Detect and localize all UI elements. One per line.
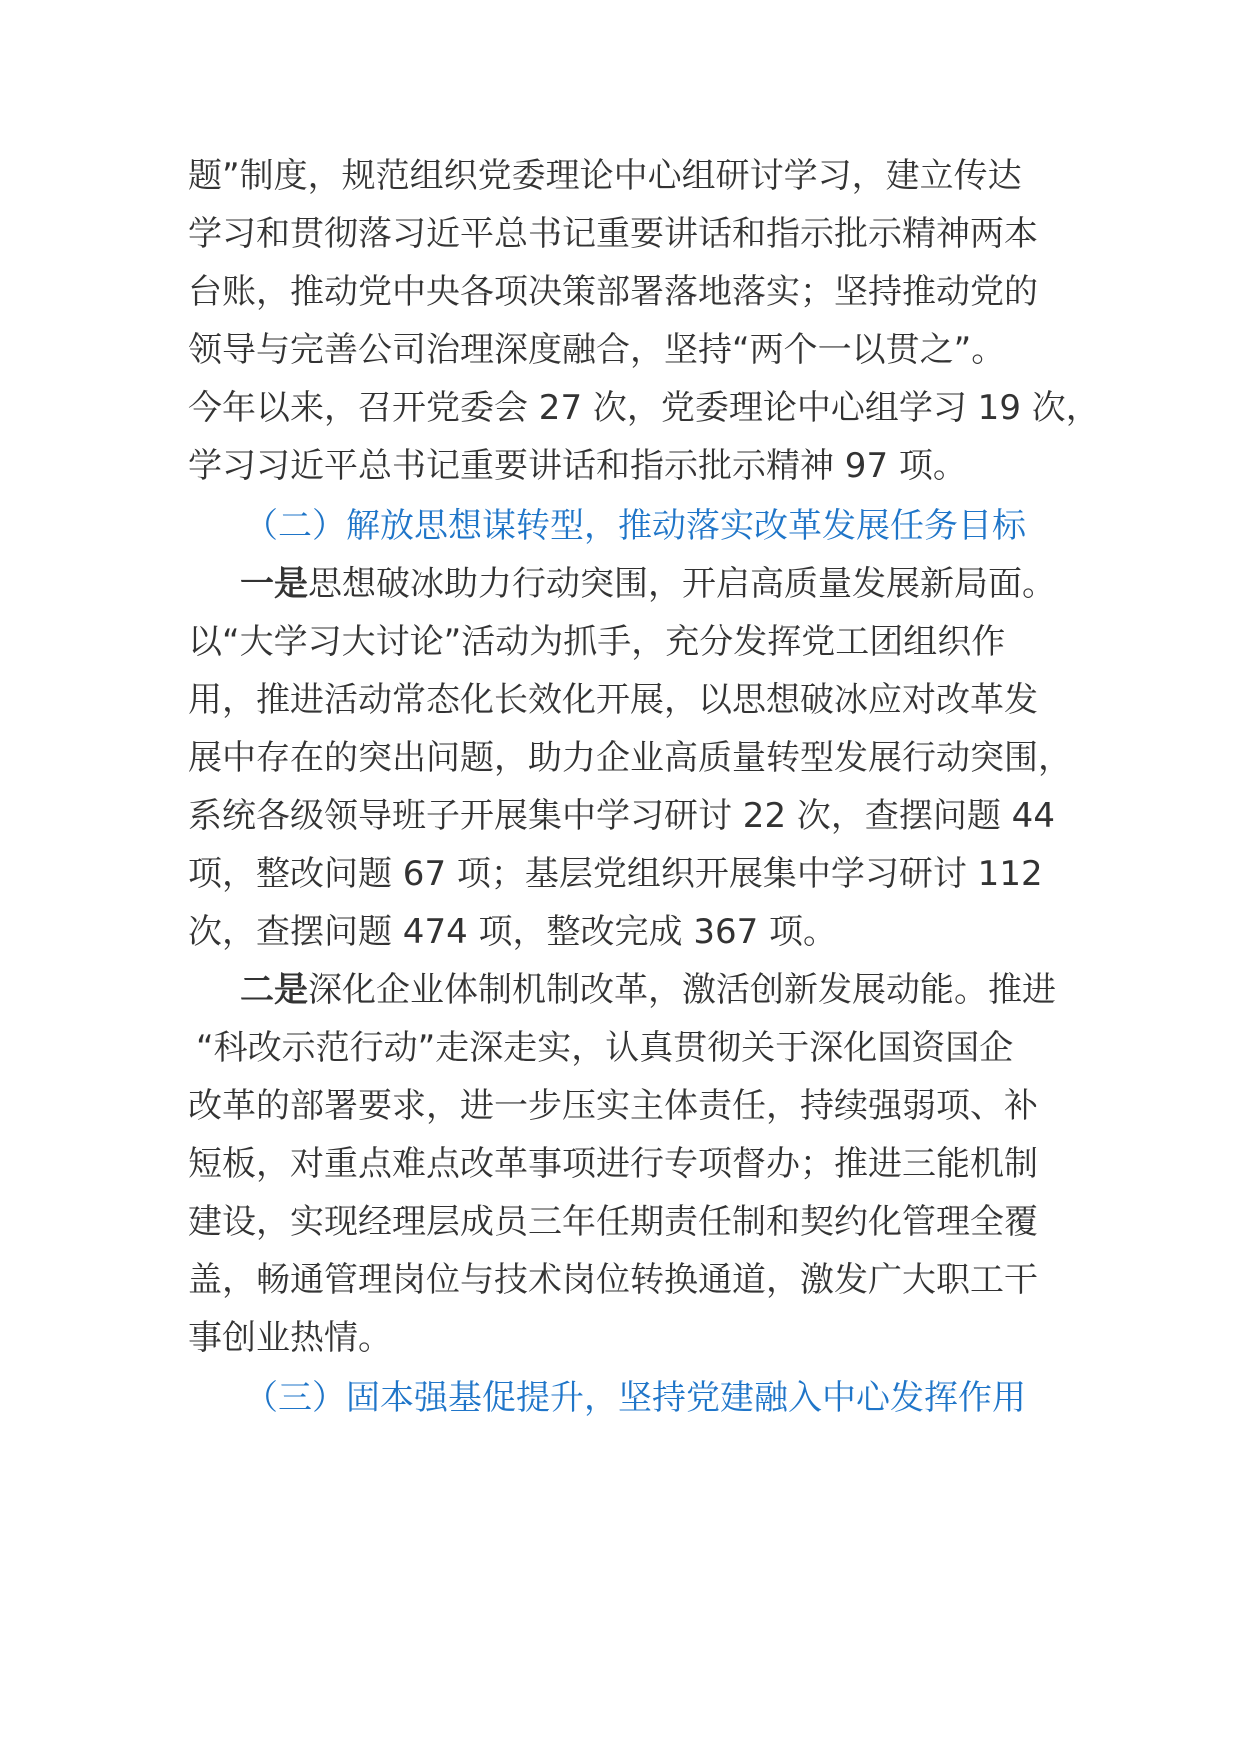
paragraph-line: “科改示范行动”走深走实，认真贯彻关于深化国资国企 [196, 1028, 1014, 1068]
paragraph-first-text: 深化企业体制机制改革，激活创新发展动能。推进 [308, 970, 1056, 1010]
paragraph-first-line [240, 560, 1056, 608]
paragraph-line: 以“大学习大讨论”活动为抓手，充分发挥党工团组织作 [188, 622, 1006, 662]
paragraph-line: 项，整改问题 67 项；基层党组织开展集中学习研讨 112 [188, 854, 1043, 894]
paragraph-line: 台账，推动党中央各项决策部署落地落实；坚持推动党的 [188, 272, 1038, 312]
paragraph-first-line [240, 966, 1056, 1014]
paragraph-line: 建设，实现经理层成员三年任期责任制和契约化管理全覆 [188, 1202, 1038, 1242]
paragraph-line: 用，推进活动常态化长效化开展，以思想破冰应对改革发 [188, 680, 1038, 720]
paragraph-line: 学习和贯彻落习近平总书记重要讲话和指示批示精神两本 [188, 214, 1038, 254]
paragraph-line: 盖，畅通管理岗位与技术岗位转换通道，激发广大职工干 [188, 1260, 1038, 1300]
paragraph-line: 今年以来，召开党委会 27 次，党委理论中心组学习 19 次， [188, 388, 1100, 428]
paragraph-line: 学习习近平总书记重要讲话和指示批示精神 97 项。 [188, 446, 967, 486]
paragraph-lead: 一是 [240, 564, 308, 604]
paragraph-line: 短板，对重点难点改革事项进行专项督办；推进三能机制 [188, 1144, 1038, 1184]
paragraph-line: 题”制度，规范组织党委理论中心组研讨学习，建立传达 [188, 156, 1022, 196]
section-heading: （三）固本强基促提升，坚持党建融入中心发挥作用 [244, 1378, 1026, 1418]
paragraph-line: 次，查摆问题 474 项，整改完成 367 项。 [188, 912, 838, 952]
paragraph-line: 系统各级领导班子开展集中学习研讨 22 次，查摆问题 44 [188, 796, 1055, 836]
paragraph-lead: 二是 [240, 970, 308, 1010]
paragraph-line: 事创业热情。 [188, 1318, 392, 1358]
paragraph-first-text: 思想破冰助力行动突围，开启高质量发展新局面。 [308, 564, 1056, 604]
paragraph-line: 领导与完善公司治理深度融合，坚持“两个一以贯之”。 [188, 330, 1006, 370]
paragraph-line: 展中存在的突出问题，助力企业高质量转型发展行动突围， [188, 738, 1072, 778]
paragraph-line: 改革的部署要求，进一步压实主体责任，持续强弱项、补 [188, 1086, 1038, 1126]
section-heading: （二）解放思想谋转型，推动落实改革发展任务目标 [244, 506, 1026, 546]
